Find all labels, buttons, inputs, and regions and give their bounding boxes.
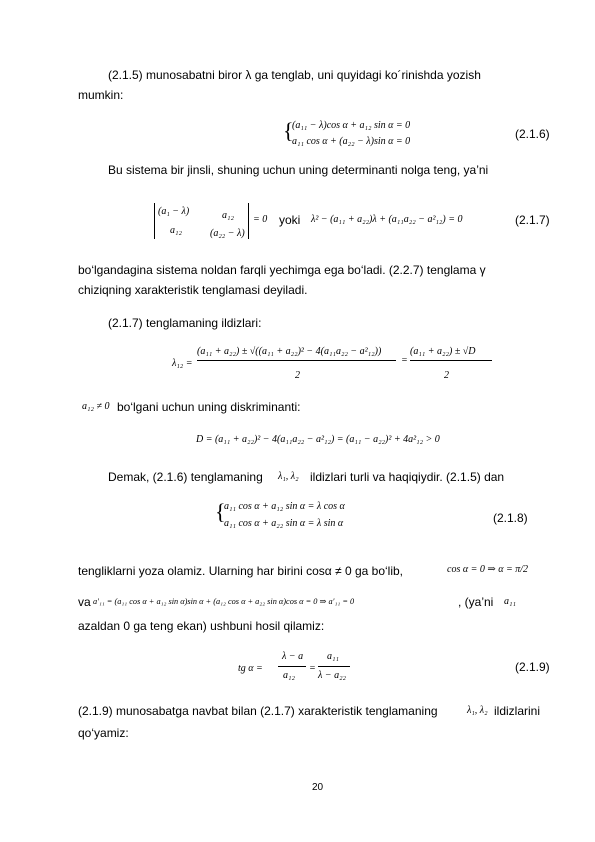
inline-math: λ₁, λ₂ xyxy=(467,705,488,716)
text-line: Demak, (2.1.6) tenglamaning xyxy=(108,470,263,484)
equation-line: a₁₁ cos α + (a₂₂ − λ)sin α = 0 xyxy=(292,136,411,147)
equation-line: D = (a₁₁ + a₂₂)² − 4(a₁₁a₂₂ − a²₁₂) = (a₁₁ − a₂₂)² + 4a²₁₂ > 0 xyxy=(196,434,440,445)
equation-text: λ₁₂ = xyxy=(172,358,193,369)
equation-number: (2.1.9) xyxy=(515,660,550,674)
determinant-cell: (a₁ − λ) xyxy=(158,206,190,217)
fraction-bar xyxy=(318,666,350,667)
equation-number: (2.1.8) xyxy=(493,511,528,525)
determinant-cell: (a₂₂ − λ) xyxy=(210,228,245,239)
text-line: va xyxy=(78,595,91,609)
equation-text: = 0 xyxy=(253,214,268,225)
fraction-numerator: λ − a xyxy=(282,651,304,662)
fraction-bar xyxy=(278,666,306,667)
system-brace: { xyxy=(215,499,226,524)
determinant-cell: a₁₂ xyxy=(170,225,182,236)
text-line: Bu sistema bir jinsli, shuning uchun uning determinanti nolga teng, ya’ni xyxy=(108,163,489,177)
fraction-denominator: 2 xyxy=(444,370,449,381)
text-line: mumkin: xyxy=(78,88,124,102)
equation-text: = xyxy=(309,663,316,674)
fraction-denominator: λ − a₂₂ xyxy=(318,670,347,681)
inline-math: cos α = 0 ⇒ α = π/2 xyxy=(447,564,528,575)
equation-text: = xyxy=(401,355,408,366)
equation-line: a₁₁ cos α + a₁₂ sin α = λ cos α xyxy=(224,501,345,512)
fraction-numerator: (a₁₁ + a₂₂) ± √D xyxy=(410,346,476,357)
text-line: bo‘lgani uchun uning diskriminanti: xyxy=(117,400,301,414)
text-line: bo‘lgandagina sistema noldan farqli yechimga ega bo‘ladi. (2.2.7) tenglama γ xyxy=(78,263,486,277)
text-line: chiziqning xarakteristik tenglamasi deyiladi. xyxy=(78,283,308,297)
text-line: azaldan 0 ga teng ekan) ushbuni hosil qilamiz: xyxy=(78,619,325,633)
equation-line: a₁₁ cos α + a₂₂ sin α = λ sin α xyxy=(224,518,344,529)
determinant-bar-right xyxy=(248,203,249,239)
text-line: ildizlarini xyxy=(494,704,541,718)
condition-a12: a₁₂ ≠ 0 xyxy=(82,401,110,412)
equation-line: (a₁₁ − λ)cos α + a₁₂ sin α = 0 xyxy=(292,120,411,131)
text-line: (2.1.5) munosabatni biror λ ga tenglab, uni quyidagi ko´rinishda yozish xyxy=(108,68,481,82)
inline-math: a′₁₁ = (a₁₁ cos α + a₁₂ sin α)sin α + (a₁₂ cos α + a₂₂ sin α)cos α = 0 ⇒ a′₁₁ = 0 xyxy=(93,597,355,606)
fraction-bar xyxy=(410,360,492,361)
text-line: tengliklarni yoza olamiz. Ularning har birini cosα ≠ 0 ga bo‘lib, xyxy=(78,564,404,578)
text-line: , (ya’ni xyxy=(458,595,494,609)
system-brace: { xyxy=(283,118,294,143)
equation-number: (2.1.7) xyxy=(515,213,550,227)
page-number: 20 xyxy=(312,782,324,793)
text-line: ildizlari turli va haqiqiydir. (2.1.5) dan xyxy=(310,470,505,484)
inline-math: λ₁, λ₂ xyxy=(278,471,299,482)
determinant-bar-left xyxy=(154,203,155,239)
text-line: qo‘yamiz: xyxy=(78,726,129,740)
equation-text: tg α = xyxy=(238,663,263,674)
equation-line: λ² − (a₁₁ + a₂₂)λ + (a₁₁a₂₂ − a²₁₂) = 0 xyxy=(311,214,463,225)
determinant-cell: a₁₂ xyxy=(222,210,234,221)
fraction-bar xyxy=(197,360,396,361)
equation-number: (2.1.6) xyxy=(515,127,550,141)
fraction-denominator: 2 xyxy=(295,370,300,381)
fraction-numerator: a₁₁ xyxy=(327,651,339,662)
fraction-numerator: (a₁₁ + a₂₂) ± √((a₁₁ + a₂₂)² − 4(a₁₁a₂₂ − a²₁₂)) xyxy=(197,346,382,357)
text-line: (2.1.9) munosabatga navbat bilan (2.1.7) xarakteristik tenglamaning xyxy=(78,704,438,718)
yoki-label: yoki xyxy=(279,213,301,227)
text-line: (2.1.7) tenglamaning ildizlari: xyxy=(108,316,262,330)
fraction-denominator: a₁₂ xyxy=(283,670,295,681)
inline-math: a₁₁ xyxy=(504,596,516,607)
